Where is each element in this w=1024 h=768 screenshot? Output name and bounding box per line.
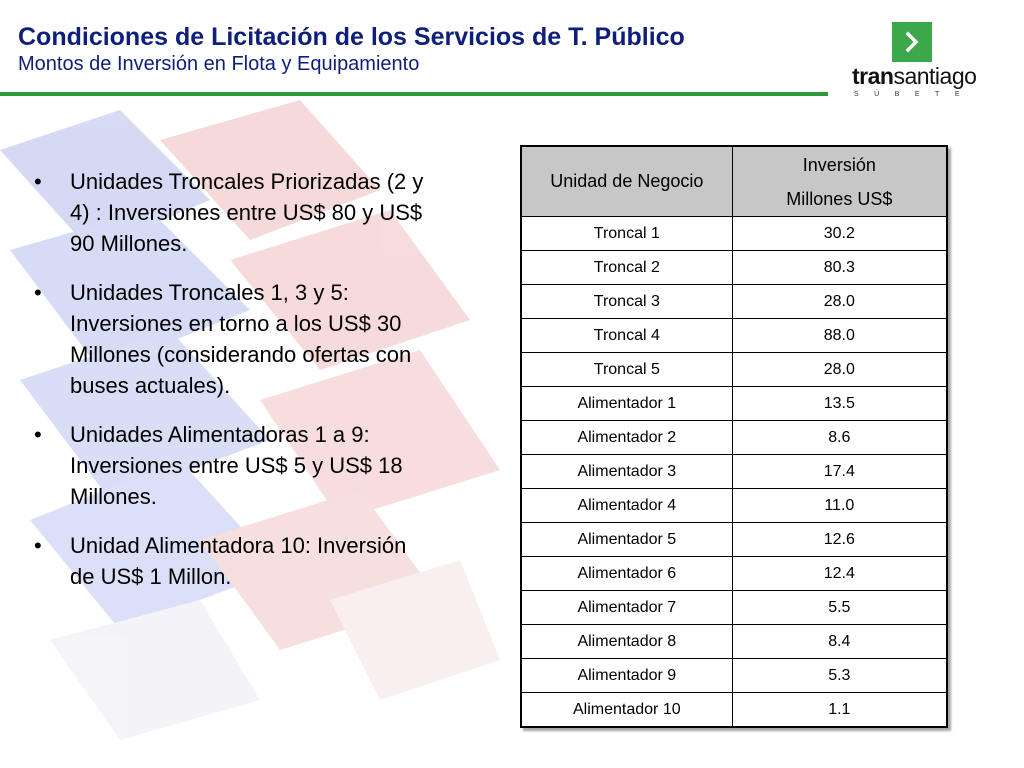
bullet-list bbox=[34, 166, 434, 610]
table-row bbox=[521, 489, 947, 523]
table-row bbox=[521, 421, 947, 455]
table-row bbox=[521, 625, 947, 659]
header-investment-line2: Millones US$ bbox=[786, 188, 893, 209]
cell-value: 11.0 bbox=[732, 489, 947, 523]
cell-value: 12.6 bbox=[732, 523, 947, 557]
table-row bbox=[521, 217, 947, 251]
investment-table bbox=[520, 145, 948, 728]
bullet-text: Unidades Troncales 1, 3 y 5: Inversiones en torno a los US$ 30 Millones (considerando ofertas con buses actuales). bbox=[70, 280, 412, 398]
cell-value: 28.0 bbox=[732, 285, 947, 319]
bullet-text: Unidades Alimentadoras 1 a 9: Inversiones entre US$ 5 y US$ 18 Millones. bbox=[70, 422, 403, 509]
cell-value: 88.0 bbox=[732, 319, 947, 353]
bullet-item bbox=[34, 166, 434, 259]
logo-word-regular: santiago bbox=[893, 63, 977, 89]
cell-unit: Alimentador 10 bbox=[521, 693, 732, 728]
cell-unit: Troncal 2 bbox=[521, 251, 732, 285]
cell-unit: Alimentador 9 bbox=[521, 659, 732, 693]
bullet-item bbox=[34, 277, 434, 401]
table-header-row bbox=[521, 146, 947, 217]
cell-value: 5.3 bbox=[732, 659, 947, 693]
page-title: Condiciones de Licitación de los Servicios de T. Público bbox=[18, 23, 685, 51]
cell-unit: Troncal 1 bbox=[521, 217, 732, 251]
table-row bbox=[521, 387, 947, 421]
logo-tagline: SÚBETE bbox=[854, 91, 976, 98]
bullet-text: Unidad Alimentadora 10: Inversión de US$ 1 Millon. bbox=[70, 533, 407, 589]
cell-value: 80.3 bbox=[732, 251, 947, 285]
table-row bbox=[521, 523, 947, 557]
header-investment bbox=[732, 146, 947, 217]
cell-unit: Troncal 5 bbox=[521, 353, 732, 387]
logo-square bbox=[892, 22, 932, 62]
header-investment-line1: Inversión bbox=[802, 154, 876, 175]
cell-unit: Alimentador 1 bbox=[521, 387, 732, 421]
cell-unit: Troncal 3 bbox=[521, 285, 732, 319]
cell-value: 28.0 bbox=[732, 353, 947, 387]
cell-unit: Alimentador 4 bbox=[521, 489, 732, 523]
cell-value: 8.6 bbox=[732, 421, 947, 455]
table-row bbox=[521, 455, 947, 489]
table-row bbox=[521, 693, 947, 728]
table-row bbox=[521, 591, 947, 625]
bullet-dot: • bbox=[34, 533, 42, 558]
table-row bbox=[521, 285, 947, 319]
bullet-item bbox=[34, 419, 434, 512]
investment-table-container bbox=[520, 145, 948, 728]
cell-value: 17.4 bbox=[732, 455, 947, 489]
cell-value: 1.1 bbox=[732, 693, 947, 728]
cell-unit: Alimentador 5 bbox=[521, 523, 732, 557]
table-row bbox=[521, 319, 947, 353]
cell-unit: Troncal 4 bbox=[521, 319, 732, 353]
page-subtitle: Montos de Inversión en Flota y Equipamiento bbox=[18, 53, 420, 75]
cell-unit: Alimentador 2 bbox=[521, 421, 732, 455]
cell-value: 8.4 bbox=[732, 625, 947, 659]
bullet-item bbox=[34, 530, 434, 592]
chevron-right-icon bbox=[892, 22, 932, 62]
table-row bbox=[521, 353, 947, 387]
logo-word-bold: tran bbox=[852, 63, 894, 89]
cell-value: 5.5 bbox=[732, 591, 947, 625]
header-unit: Unidad de Negocio bbox=[521, 146, 732, 217]
header bbox=[18, 22, 685, 76]
cell-unit: Alimentador 7 bbox=[521, 591, 732, 625]
table-row bbox=[521, 251, 947, 285]
cell-value: 13.5 bbox=[732, 387, 947, 421]
cell-unit: Alimentador 3 bbox=[521, 455, 732, 489]
bullet-dot: • bbox=[34, 280, 42, 305]
bullet-text: Unidades Troncales Priorizadas (2 y 4) : Inversiones entre US$ 80 y US$ 90 Millones. bbox=[70, 169, 424, 256]
table-row bbox=[521, 659, 947, 693]
table-row bbox=[521, 557, 947, 591]
header-divider bbox=[0, 92, 828, 96]
bullet-dot: • bbox=[34, 169, 42, 194]
cell-unit: Alimentador 6 bbox=[521, 557, 732, 591]
cell-value: 12.4 bbox=[732, 557, 947, 591]
bullet-dot: • bbox=[34, 422, 42, 447]
cell-unit: Alimentador 8 bbox=[521, 625, 732, 659]
cell-value: 30.2 bbox=[732, 217, 947, 251]
transantiago-logo bbox=[848, 20, 982, 102]
logo-wordmark bbox=[852, 63, 976, 90]
